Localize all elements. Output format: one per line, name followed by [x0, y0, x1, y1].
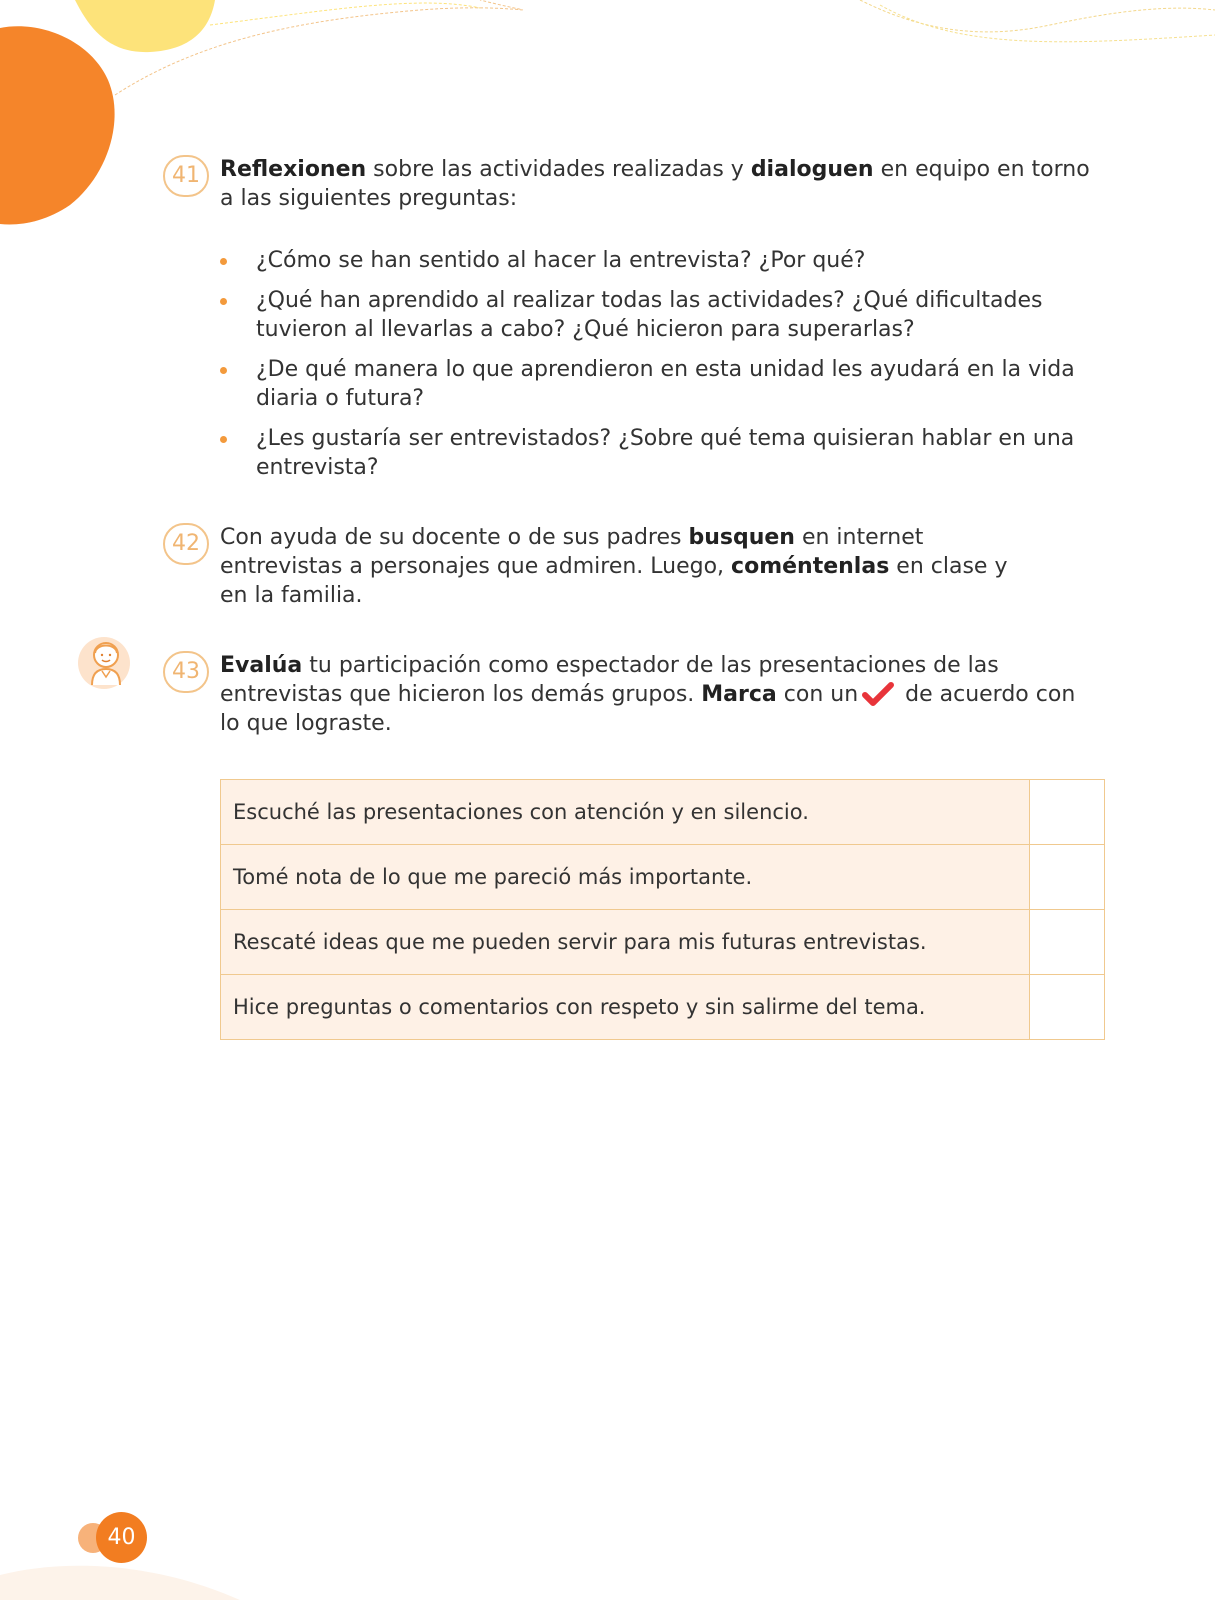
list-item: ¿Qué han aprendido al realizar todas las actividades? ¿Qué dificultades tuvieron al llevarlas a cabo? ¿Qué hicieron para superarlas? [220, 286, 1080, 344]
check-box-cell[interactable] [1030, 975, 1105, 1040]
wavy-line-left [115, 0, 523, 95]
activity-instruction: Reflexionen sobre las actividades realizadas y dialoguen en equipo en torno a las siguientes preguntas: [220, 157, 1090, 211]
table-row [221, 845, 1105, 910]
activity-43 [163, 651, 1093, 738]
bullet-dot-icon [220, 436, 227, 443]
orange-blob [0, 26, 115, 224]
table-row [221, 910, 1105, 975]
activity-number-badge: 41 [163, 155, 209, 197]
check-box-cell[interactable] [1030, 780, 1105, 845]
list-item: ¿De qué manera lo que aprendieron en esta unidad les ayudará en la vida diaria o futura? [220, 355, 1080, 413]
bullet-dot-icon [220, 298, 227, 305]
checkmark-icon [862, 682, 894, 706]
page-number: 40 [96, 1512, 147, 1563]
statement-cell: Tomé nota de lo que me pareció más importante. [221, 845, 1030, 910]
bullet-dot-icon [220, 367, 227, 374]
activity-41 [163, 155, 1093, 213]
bullet-dot-icon [220, 258, 227, 265]
list-item: ¿Les gustaría ser entrevistados? ¿Sobre qué tema quisieran hablar en una entrevista? [220, 424, 1080, 482]
activity-number-badge: 43 [163, 651, 209, 693]
check-box-cell[interactable] [1030, 845, 1105, 910]
wavy-line-top [210, 3, 480, 25]
statement-cell: Rescaté ideas que me pueden servir para mis futuras entrevistas. [221, 910, 1030, 975]
yellow-blob [75, 0, 215, 52]
table-row [221, 780, 1105, 845]
activity-number-badge: 42 [163, 523, 209, 565]
wavy-line-right [860, 0, 1215, 32]
wavy-line-right-2 [880, 5, 1215, 42]
self-evaluation-table [220, 779, 1105, 1040]
statement-cell: Escuché las presentaciones con atención y en silencio. [221, 780, 1030, 845]
activity-instruction: Evalúa tu participación como espectador de las presentaciones de las entrevistas que hicieron los demás grupos. Marca con un de acuerdo con lo que lograste. [220, 653, 1076, 736]
question-list [220, 246, 1080, 493]
bottom-blob [0, 1566, 240, 1600]
statement-cell: Hice preguntas o comentarios con respeto y sin salirme del tema. [221, 975, 1030, 1040]
activity-42 [163, 523, 1093, 610]
list-item: ¿Cómo se han sentido al hacer la entrevista? ¿Por qué? [220, 246, 1080, 275]
check-box-cell[interactable] [1030, 910, 1105, 975]
student-avatar-icon [76, 633, 132, 689]
activity-instruction: Con ayuda de su docente o de sus padres busquen en internet entrevistas a personajes que admiren. Luego, coméntenlas en clase y en la familia. [220, 525, 1008, 608]
table-row [221, 975, 1105, 1040]
